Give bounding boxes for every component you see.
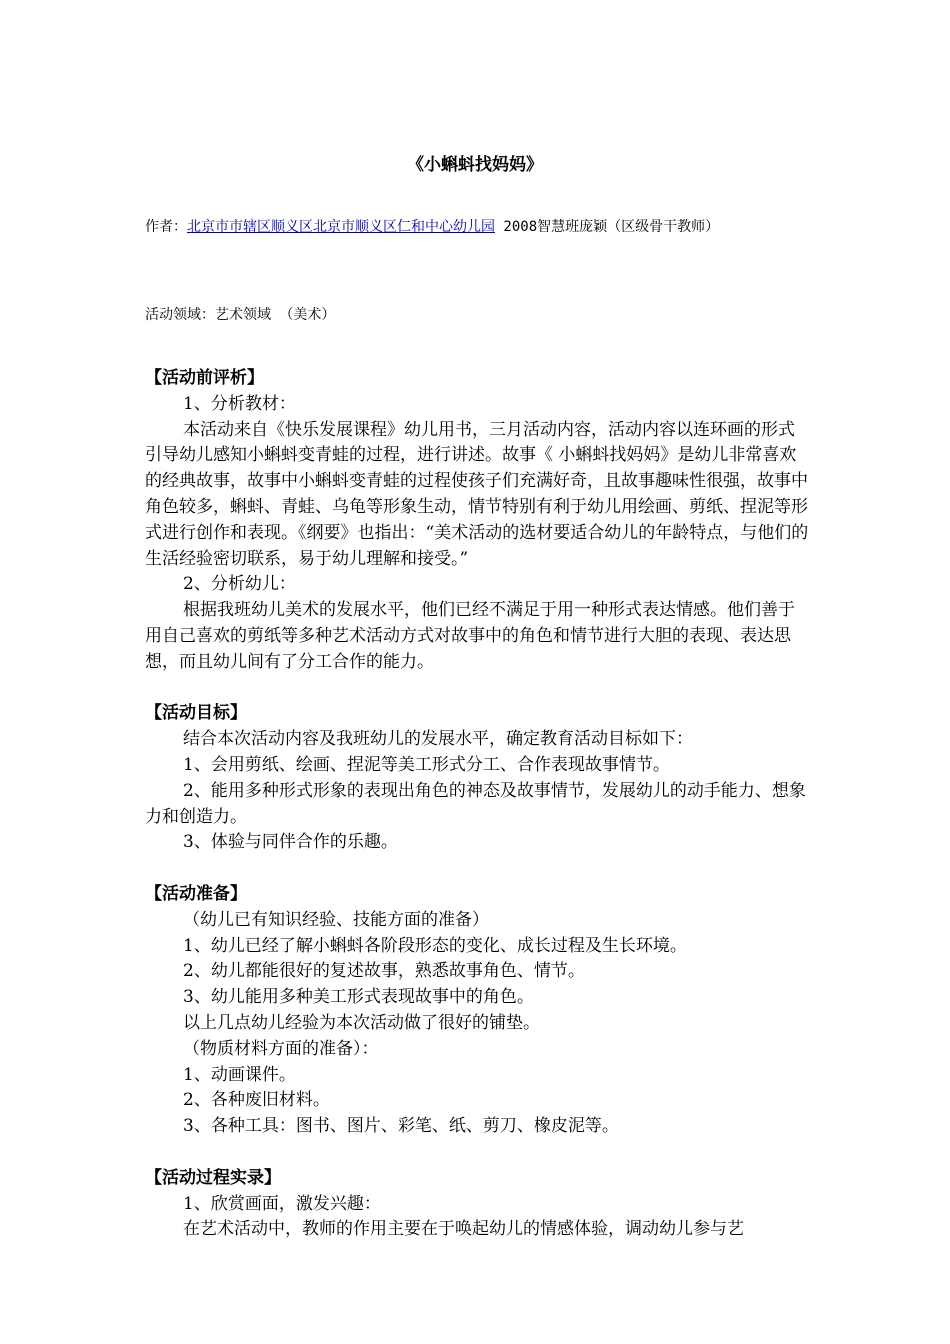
document-body (145, 366, 810, 1243)
paragraph: 2、分析幼儿： (183, 574, 296, 595)
author-organization-link[interactable]: 北京市市辖区顺义区北京市顺义区仁和中心幼儿园 (187, 219, 495, 235)
paragraph: 3、幼儿能用多种美工形式表现故事中的角色。 (183, 987, 534, 1008)
section-heading-analysis: 【活动前评析】 (145, 368, 264, 388)
activity-domain-line: 活动领域：艺术领域 （美术） (145, 307, 336, 323)
section-heading-process: 【活动过程实录】 (145, 1167, 281, 1188)
author-label: 作者： (145, 219, 187, 235)
paragraph: 1、会用剪纸、绘画、捏泥等美工形式分工、合作表现故事情节。 (183, 754, 670, 775)
paragraph: 2、各种废旧材料。 (183, 1090, 330, 1111)
paragraph: 在艺术活动中，教师的作用主要在于唤起幼儿的情感体验，调动幼儿参与艺 (183, 1219, 744, 1240)
paragraph: 本活动来自《快乐发展课程》幼儿用书，三月活动内容，活动内容以连环画的形式引导幼儿感知小蝌蚪变青蛙的过程，进行讲述。故事《 小蝌蚪找妈妈》是幼儿非常喜欢的经典故事，故事中小蝌蚪变青蛙的过程使孩子们充满好奇，且故事趣味性很强，故事中角色较多，蝌蚪、青蛙、乌龟等形象生动，情节特别有利于幼儿用绘画、剪纸、捏泥等形式进行创作和表现。《纲要》也指出：“美术活动的选材要适合幼儿的年龄特点，与他们的生活经验密切联系，易于幼儿理解和接受。” (145, 419, 809, 569)
author-line (145, 214, 810, 240)
paragraph: 3、各种工具：图书、图片、彩笔、纸、剪刀、橡皮泥等。 (183, 1116, 619, 1137)
paragraph: （幼儿已有知识经验、技能方面的准备） (183, 909, 489, 930)
paragraph: 1、欣赏画面，激发兴趣： (183, 1193, 381, 1214)
paragraph: 2、幼儿都能很好的复述故事，熟悉故事角色、情节。 (183, 961, 585, 982)
paragraph: 1、分析教材： (183, 393, 296, 414)
author-name: 2008智慧班庞颖（区级骨干教师） (495, 219, 720, 235)
paragraph: 根据我班幼儿美术的发展水平，他们已经不满足于用一种形式表达情感。他们善于用自己喜欢的剪纸等多种艺术活动方式对故事中的角色和情节进行大胆的表现、表达思想，而且幼儿间有了分工合作的能力。 (145, 600, 795, 672)
paragraph: 1、幼儿已经了解小蝌蚪各阶段形态的变化、成长过程及生长环境。 (183, 935, 687, 956)
section-heading-preparation: 【活动准备】 (145, 883, 247, 904)
paragraph: 2、能用多种形式形象的表现出角色的神态及故事情节，发展幼儿的动手能力、想象力和创造力。 (145, 780, 806, 827)
paragraph: （物质材料方面的准备）： (183, 1038, 379, 1059)
section-heading-goals: 【活动目标】 (145, 703, 247, 724)
paragraph: 以上几点幼儿经验为本次活动做了很好的铺垫。 (183, 1012, 540, 1033)
paragraph: 3、体验与同伴合作的乐趣。 (183, 832, 398, 853)
document-title: 《小蝌蚪找妈妈》 (407, 155, 543, 175)
paragraph: 结合本次活动内容及我班幼儿的发展水平，确定教育活动目标如下： (183, 729, 693, 750)
paragraph: 1、动画课件。 (183, 1064, 296, 1085)
